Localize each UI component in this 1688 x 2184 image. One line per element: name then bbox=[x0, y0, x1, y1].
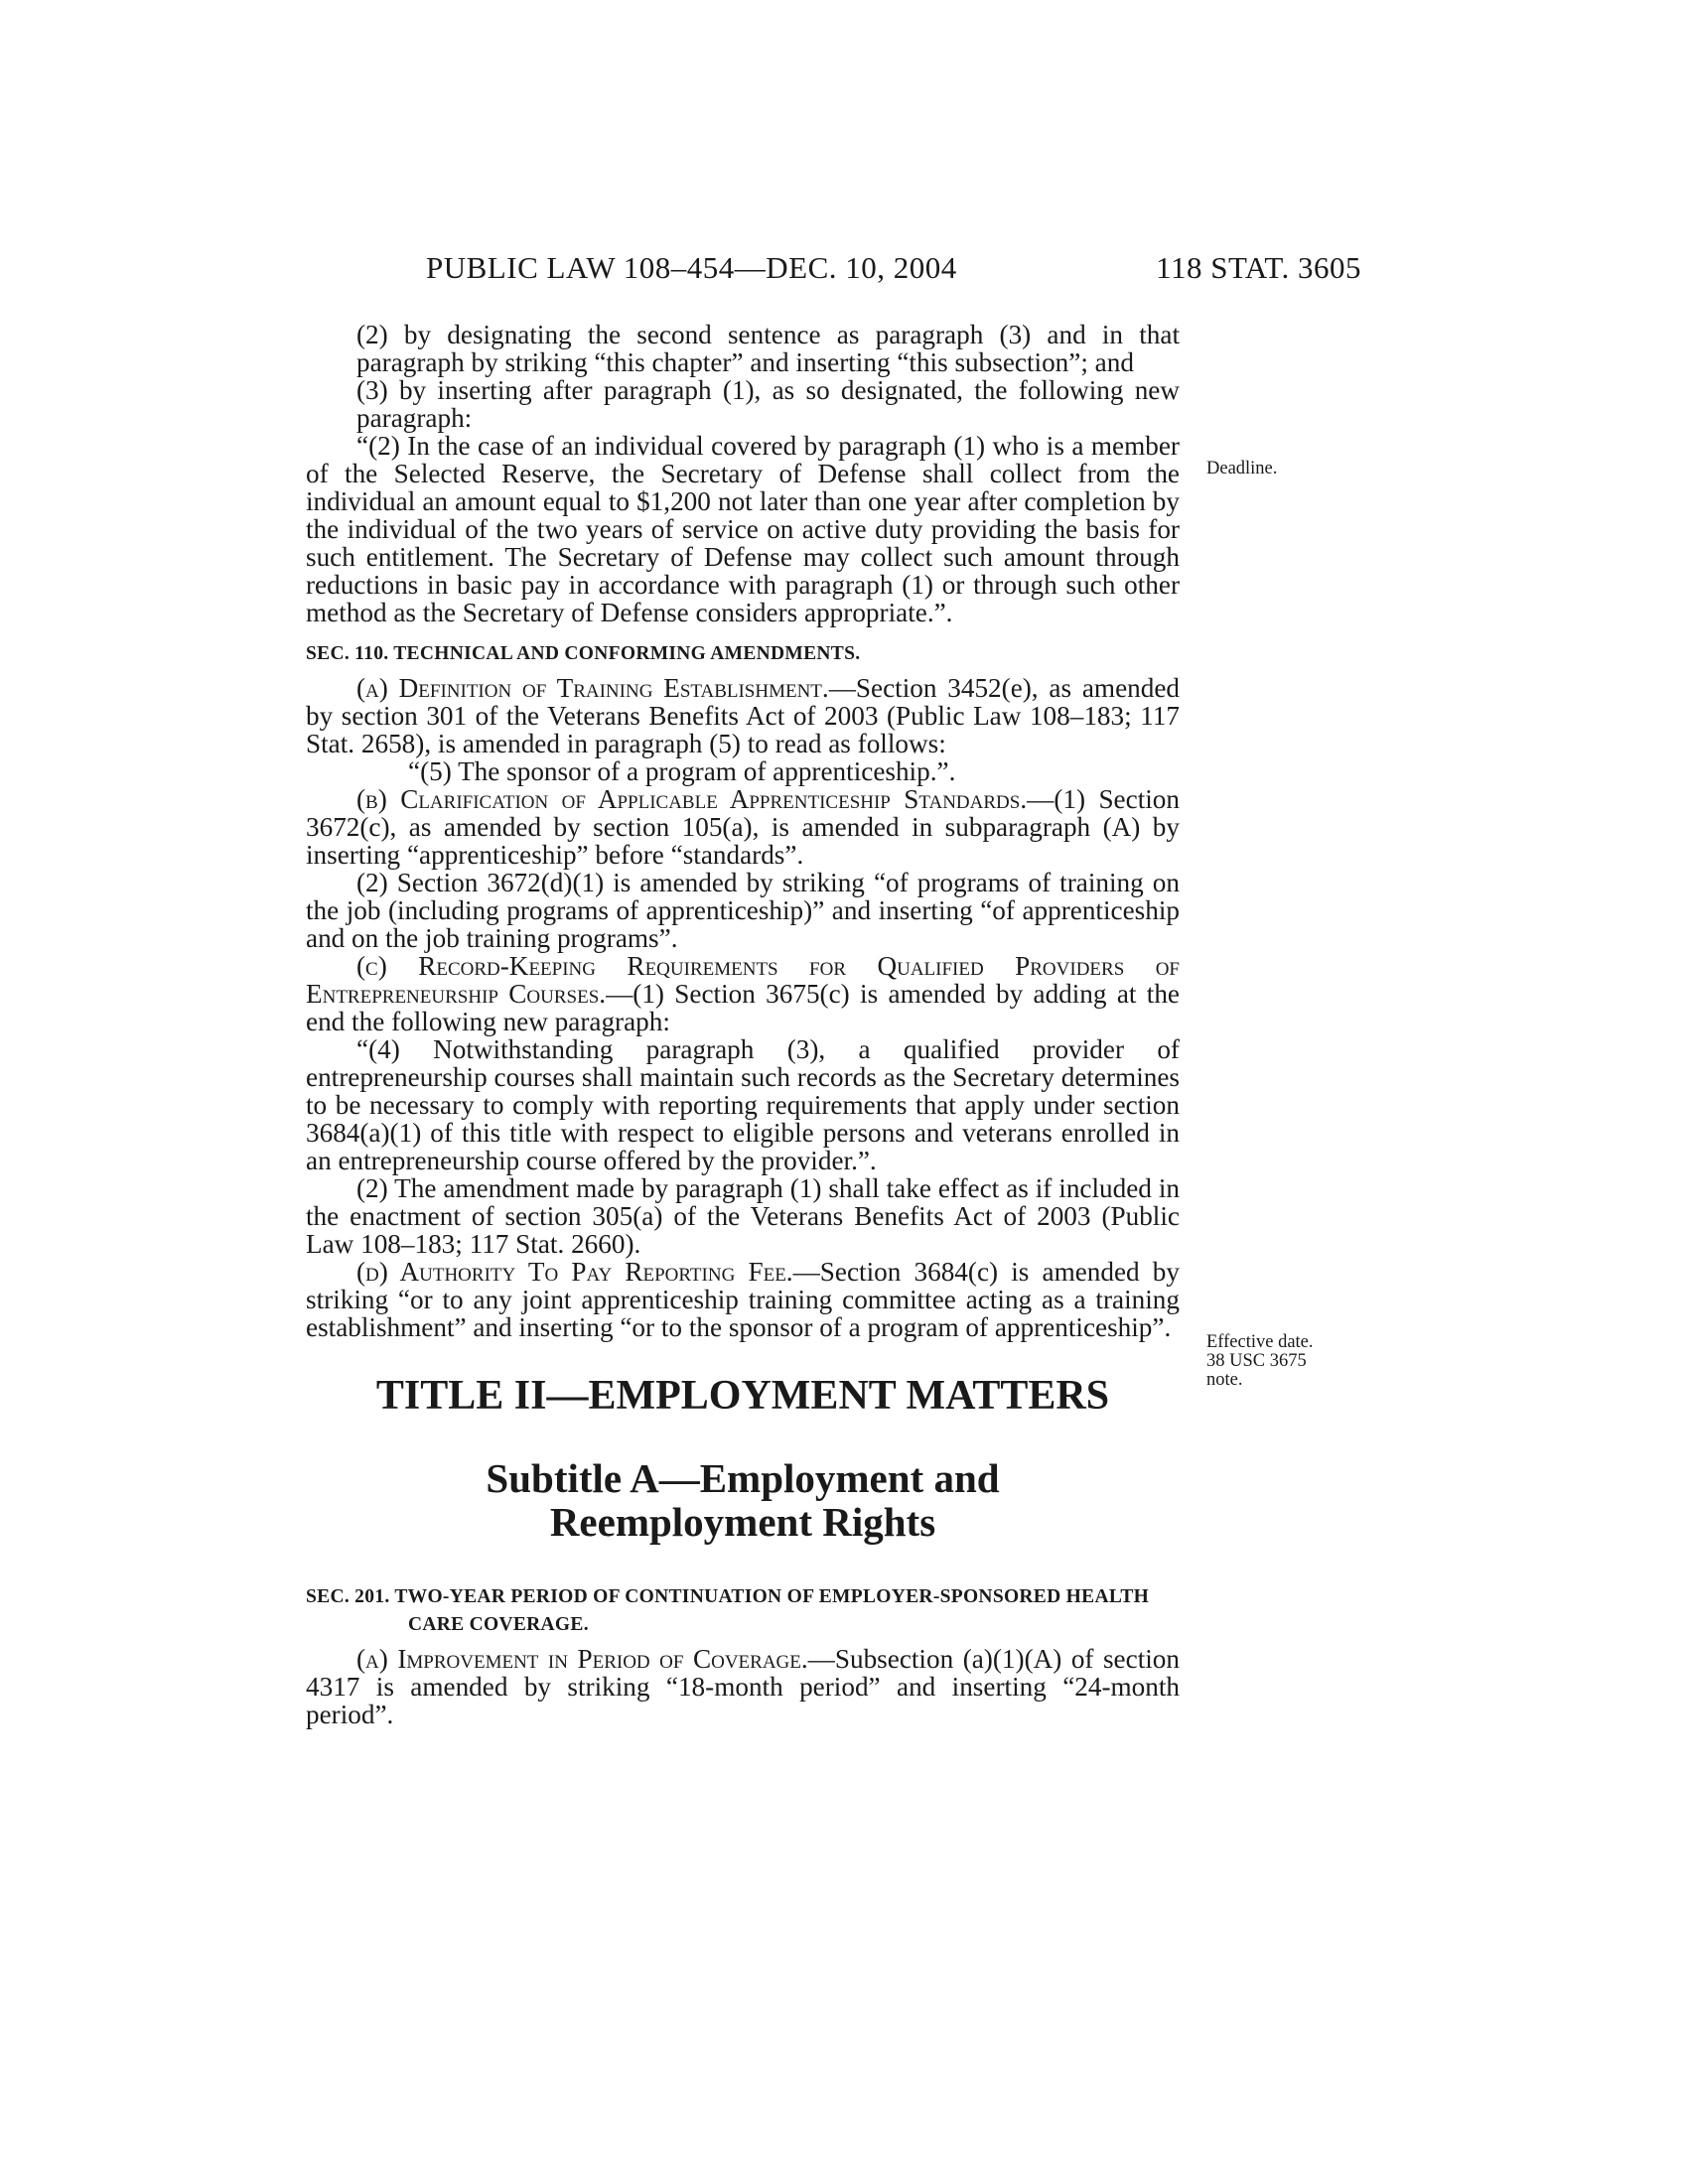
section-201-subsection-a bbox=[306, 1645, 1180, 1728]
subsection-c-quote: “(4) Notwithstanding paragraph (3), a qualified provider of entrepreneurship courses shall maintain such records as the Secretary determines to be necessary to comply with reporting requirements that apply under section 3684(a)(1) of this title with respect to eligible persons and veterans enrolled in an entrepreneurship course offered by the provider.”. bbox=[306, 1034, 1180, 1175]
subsection-b bbox=[306, 785, 1180, 869]
usc-reference: 38 USC 3675 bbox=[1206, 1351, 1307, 1371]
section-110-heading: SEC. 110. TECHNICAL AND CONFORMING AMENDMENTS. bbox=[306, 643, 861, 664]
subsection-c-caption: (c) Record-Keeping Requirements for Qualified Providers of Entrepreneurship Courses. bbox=[306, 951, 1180, 1009]
subsection-d-text: —Section 3684(c) is amended by striking “or to any joint apprenticeship training committee acting as a training establishment” and inserting “or to the sponsor of a program of apprenticeship”. bbox=[306, 1257, 1180, 1342]
margin-note-effective-date bbox=[1206, 1333, 1314, 1390]
effective-date-label: Effective date. bbox=[1206, 1332, 1314, 1352]
section-201-heading: SEC. 201. TWO-YEAR PERIOD OF CONTINUATION OF EMPLOYER-SPONSORED HEALTH CARE COVERAGE. bbox=[306, 1586, 1150, 1635]
subsection-b-caption: (b) Clarification of Applicable Apprenticeship Standards. bbox=[356, 784, 1028, 814]
subsection-a-text: —Section 3452(e), as amended by section 301 of the Veterans Benefits Act of 2003 (Public Law 108–183; 117 Stat. 2658), is amended in paragraph (5) to read as follows: bbox=[306, 673, 1180, 758]
public-law-citation: PUBLIC LAW 108–454—DEC. 10, 2004 bbox=[426, 250, 957, 285]
subsection-c bbox=[306, 952, 1180, 1035]
paragraph-2-designation: (2) by designating the second sentence as paragraph (3) and in that paragraph by striking “this chapter” and inserting “this subsection”; and bbox=[356, 320, 1180, 377]
title-ii-heading: TITLE II—EMPLOYMENT MATTERS bbox=[375, 1373, 1110, 1419]
paragraph-3-insertion: (3) by inserting after paragraph (1), as so designated, the following new paragraph: bbox=[356, 375, 1180, 433]
subsection-d-caption: (d) Authority To Pay Reporting Fee. bbox=[356, 1257, 793, 1287]
subsection-a bbox=[306, 674, 1180, 757]
section-201-a-caption: (a) Improvement in Period of Coverage. bbox=[356, 1644, 808, 1674]
subsection-a-caption: (a) Definition of Training Establishment. bbox=[356, 673, 829, 703]
body-text bbox=[306, 321, 1180, 1728]
section-201-a-text: —Subsection (a)(1)(A) of section 4317 is amended by striking “18-month period” and inserting “24-month period”. bbox=[306, 1644, 1180, 1729]
selected-reserve-paragraph: “(2) In the case of an individual covered by paragraph (1) who is a member of the Selected Reserve, the Secretary of Defense shall collect from the individual an amount equal to $1,200 not later than one year after completion by the individual of the two years of service on active duty providing the basis for such entitlement. The Secretary of Defense may collect such amount through reductions in basic pay in accordance with paragraph (1) or through such other method as the Secretary of Defense considers appropriate.”. bbox=[306, 431, 1180, 627]
subsection-b-2: (2) Section 3672(d)(1) is amended by striking “of programs of training on the job (including programs of apprenticeship)” and inserting “of apprenticeship and on the job training programs”. bbox=[306, 868, 1180, 953]
margin-note-deadline: Deadline. bbox=[1206, 459, 1278, 478]
running-head bbox=[426, 250, 1419, 290]
note-label: note. bbox=[1206, 1370, 1243, 1390]
subsection-c-2: (2) The amendment made by paragraph (1) shall take effect as if included in the enactment of section 305(a) of the Veterans Benefits Act of 2003 (Public Law 108–183; 117 Stat. 2660). bbox=[306, 1173, 1180, 1259]
subsection-c-text: —(1) Section 3675(c) is amended by adding at the end the following new paragraph: bbox=[306, 979, 1180, 1036]
title-block bbox=[306, 1371, 1180, 1544]
subsection-b-text: —(1) Section 3672(c), as amended by section 105(a), is amended in subparagraph (A) by inserting “apprenticeship” before “standards”. bbox=[306, 784, 1180, 870]
subtitle-a-line-1: Subtitle A—Employment and bbox=[486, 1455, 1000, 1501]
subsection-d bbox=[306, 1258, 1180, 1341]
subtitle-a-heading bbox=[306, 1456, 1180, 1544]
subtitle-a-line-2: Reemployment Rights bbox=[549, 1499, 936, 1545]
subsection-a-quote: “(5) The sponsor of a program of apprenticeship.”. bbox=[408, 756, 956, 786]
statute-page-number: 118 STAT. 3605 bbox=[1156, 250, 1361, 285]
